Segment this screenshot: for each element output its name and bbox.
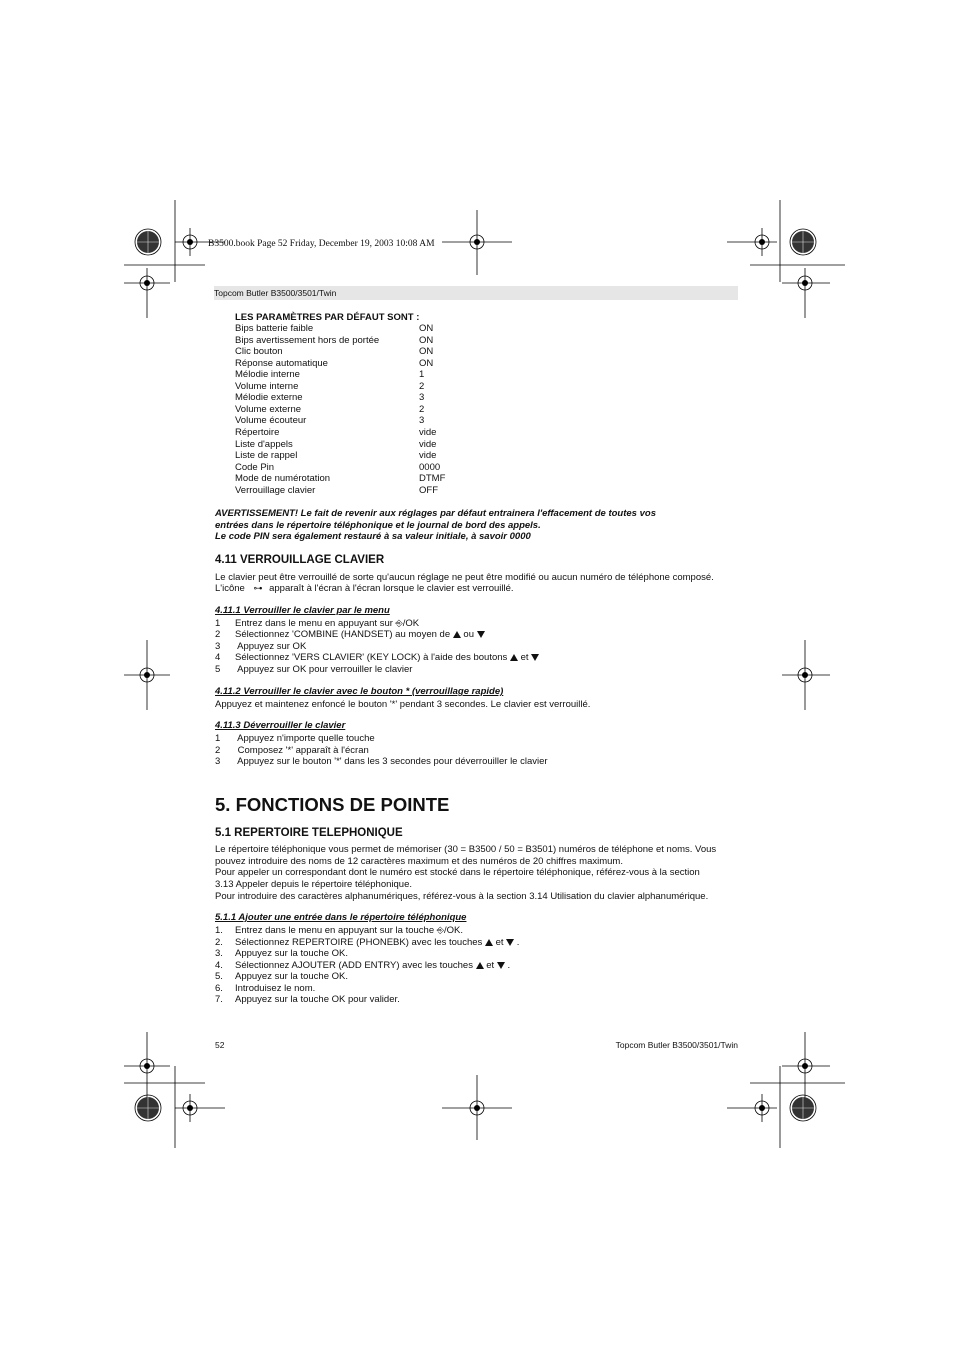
up-arrow-icon — [485, 939, 493, 946]
subsection-heading: 5.1.1 Ajouter une entrée dans le répertoire téléphonique — [215, 912, 467, 923]
paragraph: Appuyez et maintenez enfoncé le bouton '*' pendant 3 secondes. Le clavier est verrouillé. — [215, 699, 591, 710]
down-arrow-icon — [477, 631, 485, 638]
default-param-value: 3 — [419, 392, 425, 404]
subsection-heading: 4.11.1 Verrouiller le clavier par le menu — [215, 605, 390, 616]
default-param-value: ON — [419, 346, 434, 358]
header-title: Topcom Butler B3500/3501/Twin — [214, 288, 337, 298]
warning-line: AVERTISSEMENT! Le fait de revenir aux réglages par défaut entrainera l'effacement de toutes vos — [215, 508, 656, 519]
defaults-title: LES PARAMÈTRES PAR DÉFAUT SONT : — [235, 312, 420, 323]
list-item: 2 Sélectionnez 'COMBINE (HANDSET) au moyen de ou — [215, 629, 485, 641]
paragraph: Pour appeler un correspondant dont le numéro est stocké dans le répertoire téléphonique, référez-vous à la section — [215, 867, 700, 878]
default-param-name: Verrouillage clavier — [235, 484, 316, 496]
default-param-name: Répertoire — [235, 426, 280, 438]
default-param-value: OFF — [419, 484, 438, 496]
section-heading: 4.11 VERROUILLAGE CLAVIER — [215, 554, 385, 566]
default-param-name: Bips batterie faible — [235, 323, 314, 334]
list-item: 2. Sélectionnez REPERTOIRE (PHONEBK) avec les touches et . — [215, 937, 520, 948]
paragraph: L'icône ⊶ apparaît à l'écran à l'écran lorsque le clavier est verrouillé. — [215, 583, 514, 594]
default-param-value: ON — [419, 323, 434, 334]
default-param-value: vide — [419, 450, 437, 462]
default-param-value: ON — [419, 357, 434, 369]
down-arrow-icon — [506, 939, 514, 946]
default-param-value: vide — [419, 426, 437, 438]
default-param-value: vide — [419, 438, 437, 450]
default-param-value: 3 — [419, 415, 425, 427]
default-param-value: 2 — [419, 380, 425, 392]
running-header — [214, 286, 738, 300]
paragraph: Pour introduire des caractères alphanumériques, référez-vous à la section 3.14 Utilisation du clavier alphanumérique. — [215, 891, 709, 902]
list-item: 1. Entrez dans le menu en appuyant sur la touche ⎆/OK. — [215, 925, 463, 936]
default-param-name: Volume interne — [235, 380, 299, 392]
list-item: 4 Sélectionnez 'VERS CLAVIER' (KEY LOCK) à l'aide des boutons et — [215, 652, 539, 664]
default-param-value: 0000 — [419, 461, 441, 473]
key-icon: ⊶ — [253, 583, 263, 593]
chapter-title: 5. FONCTIONS DE POINTE — [215, 794, 450, 815]
default-param-name: Réponse automatique — [235, 357, 328, 369]
default-param-value: ON — [419, 334, 434, 346]
default-param-value: 1 — [419, 369, 425, 381]
default-param-name: Clic bouton — [235, 346, 283, 358]
subsection-heading: 4.11.3 Déverrouiller le clavier — [215, 720, 346, 731]
up-arrow-icon — [476, 962, 484, 969]
default-param-name: Mode de numérotation — [235, 473, 331, 485]
default-param-name: Liste de rappel — [235, 450, 298, 462]
list-item: 1 Entrez dans le menu en appuyant sur ⎆/OK — [215, 618, 420, 629]
section-heading: 5.1 REPERTOIRE TELEPHONIQUE — [215, 827, 403, 839]
list-item: 7. Appuyez sur la touche OK pour valider. — [215, 994, 400, 1005]
up-arrow-icon — [510, 654, 518, 661]
default-param-name: Mélodie interne — [235, 369, 300, 381]
default-param-value: 2 — [419, 403, 425, 415]
up-arrow-icon — [453, 631, 461, 638]
list-item: 3. Appuyez sur la touche OK. — [215, 948, 349, 959]
menu-key-icon: ⎆ — [395, 618, 403, 628]
default-param-name: Volume externe — [235, 403, 302, 415]
down-arrow-icon — [531, 654, 539, 661]
default-param-name: Code Pin — [235, 461, 275, 473]
warning-line: Le code PIN sera également restauré à sa valeur initiale, à savoir 0000 — [215, 531, 531, 542]
paragraph: pouvez introduire des noms de 12 caractères maximum et des numéros de 20 chiffres maximum. — [215, 856, 623, 867]
list-item: 2 Composez '*' apparaît à l'écran — [215, 745, 369, 756]
default-param-name: Volume écouteur — [235, 415, 307, 427]
subsection-heading: 4.11.2 Verrouiller le clavier avec le bouton * (verrouillage rapide) — [215, 686, 504, 697]
menu-key-icon: ⎆ — [436, 925, 444, 935]
paragraph: 3.13 Appeler depuis le répertoire téléphonique. — [215, 879, 413, 890]
default-param-name: Mélodie externe — [235, 392, 303, 404]
list-item: 6. Introduisez le nom. — [215, 983, 316, 994]
footer-title: Topcom Butler B3500/3501/Twin — [615, 1040, 738, 1050]
default-param-name: Liste d'appels — [235, 438, 293, 450]
list-item: 4. Sélectionnez AJOUTER (ADD ENTRY) avec les touches et . — [215, 960, 511, 971]
default-param-name: Bips avertissement hors de portée — [235, 334, 380, 346]
list-item: 5 Appuyez sur OK pour verrouiller le clavier — [215, 664, 413, 675]
book-stamp: B3500.book Page 52 Friday, December 19, 2003 10:08 AM — [208, 239, 435, 249]
paragraph: Le clavier peut être verrouillé de sorte qu'aucun réglage ne peut être modifié ou aucun numéro de téléphone composé. — [215, 572, 714, 583]
warning-line: entrées dans le répertoire téléphonique et le journal de bord des appels. — [215, 520, 541, 531]
paragraph: Le répertoire téléphonique vous permet de mémoriser (30 = B3500 / 50 = B3501) numéros de téléphone et noms. Vous — [215, 844, 717, 855]
list-item: 1 Appuyez n'importe quelle touche — [215, 733, 375, 744]
page-number: 52 — [215, 1040, 225, 1050]
list-item: 3 Appuyez sur OK — [215, 641, 307, 652]
list-item: 3 Appuyez sur le bouton '*' dans les 3 secondes pour déverrouiller le clavier — [215, 756, 548, 767]
down-arrow-icon — [497, 962, 505, 969]
list-item: 5. Appuyez sur la touche OK. — [215, 971, 349, 982]
default-param-value: DTMF — [419, 473, 446, 485]
